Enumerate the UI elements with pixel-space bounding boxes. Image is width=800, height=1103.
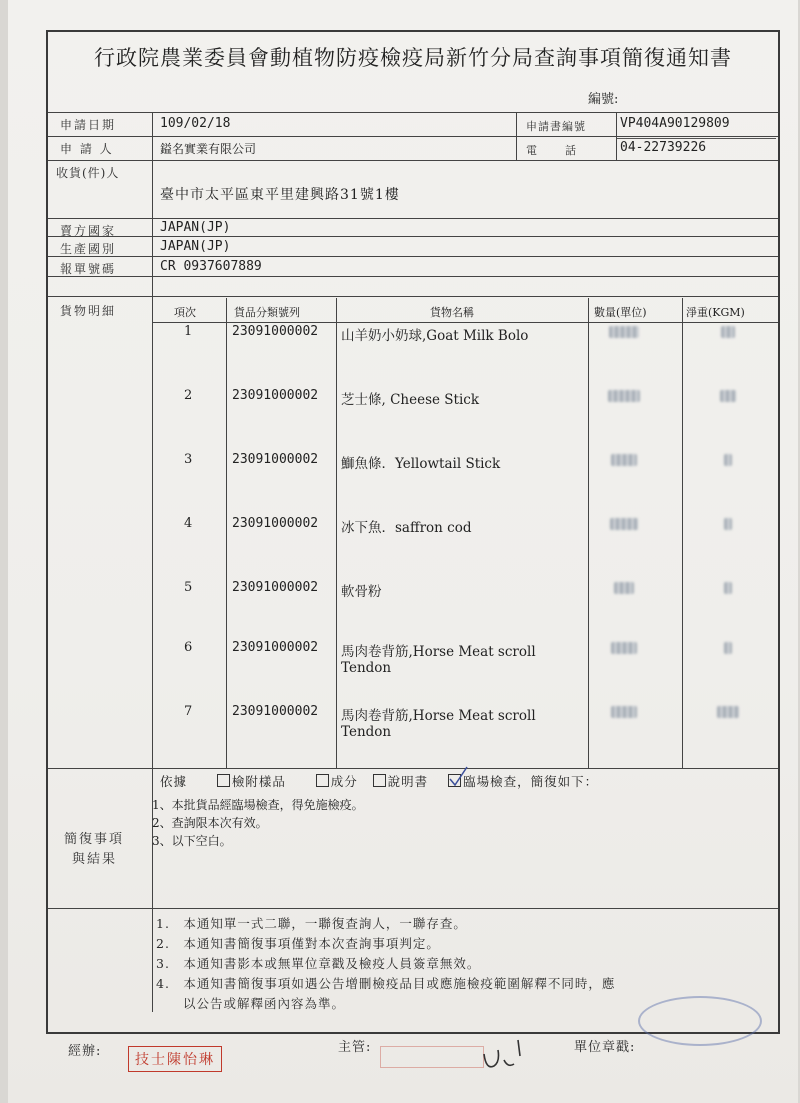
item-name: 芝士條, Cheese Stick: [341, 392, 480, 408]
item-quantity-redacted: [611, 706, 637, 718]
goods-section-label: 貨物明細: [60, 304, 117, 318]
apply-date-value: 109/02/18: [160, 116, 231, 131]
item-number: 4: [184, 516, 193, 531]
manual-checkbox-label: 說明書: [387, 774, 429, 789]
item-weight-redacted: [724, 454, 732, 466]
export-country-value: JAPAN(JP): [160, 220, 231, 235]
export-country-label: 賣方國家: [60, 224, 117, 238]
item-quantity-redacted: [611, 642, 637, 654]
item-tariff-code: 23091000002: [232, 388, 319, 403]
unit-seal-icon: [638, 996, 762, 1046]
column-weight: 淨重(KGM): [686, 306, 745, 319]
item-weight-redacted: [724, 642, 732, 654]
sample-checkbox: [217, 774, 230, 787]
item-weight-redacted: [724, 582, 732, 594]
item-quantity-redacted: [608, 390, 640, 402]
item-number: 6: [184, 640, 193, 655]
consignee-address: 臺中市太平區東平里建興路31號1樓: [160, 187, 400, 203]
item-weight-redacted: [720, 390, 736, 402]
item-tariff-code: 23091000002: [232, 324, 319, 339]
consignee-label: 收貨(件)人: [56, 166, 120, 180]
item-quantity-redacted: [610, 518, 638, 530]
result-item-2: 2、查詢限本次有效。: [152, 816, 268, 830]
item-number: 5: [184, 580, 193, 595]
note-3: 3. 本通知書影本或無單位章戳及檢疫人員簽章無效。: [156, 956, 481, 971]
check-mark-icon: [447, 765, 469, 787]
item-quantity-redacted: [614, 582, 634, 594]
supervisor-signature-icon: [478, 1034, 528, 1076]
ingredient-checkbox-label: 成分: [330, 774, 358, 789]
item-weight-redacted: [721, 326, 735, 338]
item-number: 7: [184, 704, 193, 719]
ingredient-checkbox: [316, 774, 329, 787]
handler-label: 經辦:: [68, 1044, 102, 1059]
item-weight-redacted: [717, 706, 739, 718]
phone-label: 電 話: [526, 144, 578, 157]
serial-number-label: 編號:: [588, 92, 619, 107]
column-quantity: 數量(單位): [594, 306, 647, 319]
result-item-3: 3、以下空白。: [152, 834, 232, 848]
phone-value: 04-22739226: [620, 140, 707, 155]
note-4: 4. 本通知書簡復事項如遇公告增刪檢疫品目或應施檢疫範圍解釋不同時，應: [156, 976, 616, 991]
waybill-label: 報單號碼: [60, 262, 117, 276]
note-4-continued: 以公告或解釋函內容為準。: [156, 996, 346, 1011]
item-tariff-code: 23091000002: [232, 580, 319, 595]
item-quantity-redacted: [611, 454, 637, 466]
item-name: 山羊奶小奶球,Goat Milk Bolo: [341, 328, 529, 344]
supervisor-stamp: [380, 1046, 484, 1068]
item-name: 鰤魚條．Yellowtail Stick: [341, 456, 501, 472]
item-name: 馬肉卷背筋,Horse Meat scroll: [341, 708, 536, 724]
item-number: 3: [184, 452, 193, 467]
notification-form: [46, 30, 780, 1034]
note-1: 1. 本通知單一式二聯，一聯復查詢人，一聯存查。: [156, 916, 467, 931]
item-name: 馬肉卷背筋,Horse Meat scroll: [341, 644, 536, 660]
item-tariff-code: 23091000002: [232, 704, 319, 719]
apply-date-label: 申請日期: [60, 118, 117, 132]
unit-seal-label: 單位章戳:: [574, 1040, 636, 1055]
applicant-label: 申 請 人: [60, 142, 114, 156]
result-item-1: 1、本批貨品經臨場檢查，得免施檢疫。: [152, 798, 364, 812]
result-section-label-1: 簡復事項: [64, 832, 125, 847]
column-name: 貨物名稱: [430, 306, 474, 319]
item-name: 冰下魚．saffron cod: [341, 520, 472, 536]
item-name: 軟骨粉: [341, 584, 382, 600]
supervisor-label: 主管:: [338, 1040, 372, 1055]
result-basis-line: [160, 772, 598, 790]
handler-stamp: 技士陳怡琳: [128, 1046, 222, 1072]
onsite-inspection-checkbox: [448, 774, 461, 787]
item-name-continued: Tendon: [341, 660, 392, 676]
sample-checkbox-label: 檢附樣品: [231, 774, 286, 789]
manual-checkbox: [373, 774, 386, 787]
waybill-value: CR 0937607889: [160, 259, 262, 274]
item-quantity-redacted: [609, 326, 639, 338]
form-number-label: 申請書編號: [526, 120, 586, 133]
column-no: 項次: [174, 306, 196, 319]
note-2: 2. 本通知書簡復事項僅對本次查詢事項判定。: [156, 936, 440, 951]
origin-country-label: 生產國別: [60, 242, 117, 256]
item-tariff-code: 23091000002: [232, 452, 319, 467]
form-number-value: VP404A90129809: [620, 116, 730, 131]
column-code: 貨品分類號列: [234, 306, 300, 319]
origin-country-value: JAPAN(JP): [160, 239, 231, 254]
item-weight-redacted: [724, 518, 732, 530]
document-paper: [8, 0, 798, 1103]
onsite-inspection-label: 臨場檢查，簡復如下：: [463, 774, 599, 789]
basis-label: 依據: [160, 774, 188, 789]
result-section-label-2: 與結果: [72, 852, 118, 867]
applicant-value: 鎰名實業有限公司: [160, 142, 257, 156]
item-number: 1: [184, 324, 193, 339]
item-name-continued: Tendon: [341, 724, 392, 740]
item-tariff-code: 23091000002: [232, 640, 319, 655]
item-tariff-code: 23091000002: [232, 516, 319, 531]
form-title: 行政院農業委員會動植物防疫檢疫局新竹分局查詢事項簡復通知書: [94, 46, 732, 70]
item-number: 2: [184, 388, 193, 403]
